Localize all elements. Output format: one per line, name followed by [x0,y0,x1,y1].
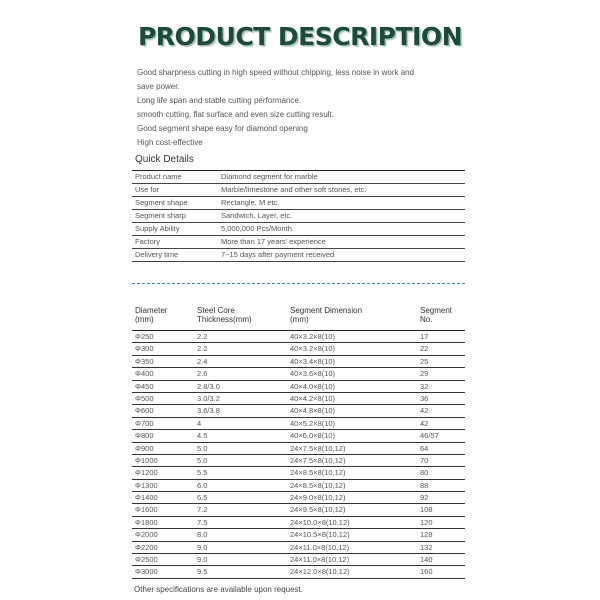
footer-note: Other specifications are available upon request. [134,585,303,594]
cell-core-thickness: 7.2 [197,505,208,515]
description-line: Good sharpness cutting in high speed without chipping, less noise in work and [137,68,415,77]
cell-segment-dimension: 24×10.5×8(10,12) [290,530,350,540]
cell-core-thickness: 3.6/3.8 [197,406,220,416]
cell-segment-dimension: 24×9.5×8(10,12) [290,505,346,515]
quick-details-key: Product name [135,172,182,181]
cell-segment-number: 92 [420,493,429,503]
cell-segment-dimension: 40×6.0×8(10) [290,431,336,441]
cell-core-thickness: 2.2 [197,332,208,341]
cell-diameter: Φ250 [135,332,154,341]
quick-details-key: Factory [135,237,161,246]
quick-details-key: Use for [135,185,160,194]
cell-core-thickness: 5.0 [197,443,208,453]
cell-segment-number: 42 [420,418,429,428]
quick-details-row [132,249,465,262]
table-row [132,529,465,541]
cell-core-thickness: 6.5 [197,493,208,503]
table-row [132,554,465,566]
cell-diameter: Φ900 [135,443,154,453]
quick-details-row [132,184,465,197]
table-row [132,492,465,504]
table-row [132,542,465,554]
quick-details-heading: Quick Details [135,154,194,165]
cell-diameter: Φ600 [135,406,154,416]
cell-segment-dimension: 40×3.2×8(10) [290,332,336,341]
quick-details-value: 5,000,000 Pcs/Month [221,224,292,233]
quick-details-row [132,223,465,236]
cell-core-thickness: 9.0 [197,542,208,552]
product-description [137,66,437,150]
cell-segment-number: 32 [420,381,429,391]
cell-segment-number: 132 [420,542,433,552]
cell-diameter: Φ450 [135,381,154,391]
table-row [132,343,465,355]
description-line: save power. [137,82,180,91]
cell-segment-dimension: 24×12.0×8(10,12) [290,567,350,577]
cell-core-thickness: 9.5 [197,567,208,577]
cell-diameter: Φ350 [135,356,154,366]
cell-diameter: Φ1600 [135,505,158,515]
quick-details-value: Marble/limestone and other soft stones, etc. [221,185,367,194]
table-row [132,480,465,492]
cell-segment-number: 25 [420,356,429,366]
quick-details-table [132,170,465,262]
cell-diameter: Φ1300 [135,480,158,490]
cell-diameter: Φ300 [135,344,154,354]
cell-diameter: Φ800 [135,431,154,441]
quick-details-row [132,210,465,223]
table-row [132,368,465,380]
description-line: smooth cutting, flat surface and even size cutting result. [137,110,334,119]
spec-table-header [132,306,465,330]
cell-diameter: Φ3000 [135,567,158,577]
cell-segment-dimension: 40×3.4×8(10) [290,356,336,366]
cell-segment-dimension: 40×5.2×8(10) [290,418,336,428]
cell-segment-dimension: 40×3.6×8(10) [290,369,336,379]
quick-details-key: Segment sharp [135,211,186,220]
cell-diameter: Φ700 [135,418,154,428]
cell-segment-dimension: 24×10.0×8(10,12) [290,517,350,527]
cell-diameter: Φ400 [135,369,154,379]
cell-segment-dimension: 40×3.2×8(10) [290,344,336,354]
table-row [132,455,465,467]
table-row [132,405,465,417]
page-title: PRODUCT DESCRIPTION [137,22,463,51]
header-diameter: Diameter (mm) [135,306,168,324]
cell-segment-dimension: 40×4.2×8(10) [290,393,336,403]
table-row [132,381,465,393]
cell-segment-dimension: 24×9.0×8(10,12) [290,493,346,503]
cell-core-thickness: 5.0 [197,455,208,465]
table-row [132,504,465,516]
quick-details-key: Segment shape [135,198,188,207]
quick-details-value: 7~15 days after payment received [221,250,335,259]
cell-core-thickness: 8.0 [197,530,208,540]
description-line: High cost-effective [137,138,203,147]
quick-details-key: Supply Ability [135,224,180,233]
cell-diameter: Φ2200 [135,542,158,552]
table-row [132,430,465,442]
description-line: Long life span and stable cutting performance. [137,96,302,105]
cell-diameter: Φ1400 [135,493,158,503]
quick-details-value: More than 17 years’ experience [221,237,326,246]
header-segment-dimension: Segment Dimension (mm) [290,306,363,324]
cell-segment-dimension: 24×11.0×8(10,12) [290,555,350,565]
table-row [132,356,465,368]
table-row [132,467,465,479]
cell-core-thickness: 6.0 [197,480,208,490]
table-row [132,418,465,430]
quick-details-value: Rectangle, M etc. [221,198,280,207]
cell-core-thickness: 9.0 [197,555,208,565]
spec-table [132,330,465,579]
cell-segment-dimension: 40×4.0×8(10) [290,381,336,391]
cell-core-thickness: 5.5 [197,468,208,478]
cell-segment-number: 120 [420,517,433,527]
cell-segment-number: 29 [420,369,429,379]
cell-segment-number: 46/57 [420,431,439,441]
cell-core-thickness: 4 [197,418,202,428]
cell-segment-dimension: 24×7.5×8(10,12) [290,455,346,465]
cell-segment-number: 17 [420,332,429,341]
quick-details-row [132,236,465,249]
cell-core-thickness: 2.8/3.0 [197,381,220,391]
cell-segment-dimension: 40×4.8×8(10) [290,406,336,416]
cell-segment-number: 140 [420,555,433,565]
header-segment-number: Segment No. [420,306,453,324]
section-divider [132,283,465,284]
cell-segment-number: 42 [420,406,429,416]
cell-segment-dimension: 24×8.5×8(10,12) [290,480,346,490]
quick-details-row [132,197,465,210]
cell-segment-number: 88 [420,480,429,490]
cell-diameter: Φ1200 [135,468,158,478]
table-row [132,393,465,405]
table-row [132,517,465,529]
cell-segment-number: 70 [420,455,429,465]
cell-segment-dimension: 24×11.0×8(10,12) [290,542,350,552]
cell-diameter: Φ2500 [135,555,158,565]
quick-details-key: Delivery time [135,250,179,259]
cell-core-thickness: 4.5 [197,431,208,441]
cell-segment-number: 22 [420,344,429,354]
cell-core-thickness: 7.5 [197,517,208,527]
cell-segment-number: 108 [420,505,433,515]
cell-segment-number: 160 [420,567,433,577]
header-steel-core: Steel Core Thickness(mm) [197,306,252,324]
table-row [132,443,465,455]
quick-details-value: Diamond segment for marble [221,172,318,181]
table-row [132,331,465,343]
quick-details-value: Sandwich, Layer, etc. [221,211,293,220]
cell-segment-number: 80 [420,468,429,478]
cell-diameter: Φ1000 [135,455,158,465]
cell-diameter: Φ2000 [135,530,158,540]
cell-segment-number: 64 [420,443,429,453]
cell-core-thickness: 3.0/3.2 [197,393,220,403]
cell-segment-number: 128 [420,530,433,540]
cell-diameter: Φ1800 [135,517,158,527]
cell-core-thickness: 2.2 [197,344,208,354]
cell-core-thickness: 2.6 [197,369,208,379]
description-line: Good segment shape easy for diamond opening [137,124,308,133]
cell-diameter: Φ500 [135,393,154,403]
table-row [132,566,465,578]
cell-segment-dimension: 24×8.5×8(10,12) [290,468,346,478]
cell-segment-dimension: 24×7.5×8(10,12) [290,443,346,453]
quick-details-row [132,171,465,184]
cell-core-thickness: 2.4 [197,356,208,366]
cell-segment-number: 36 [420,393,429,403]
